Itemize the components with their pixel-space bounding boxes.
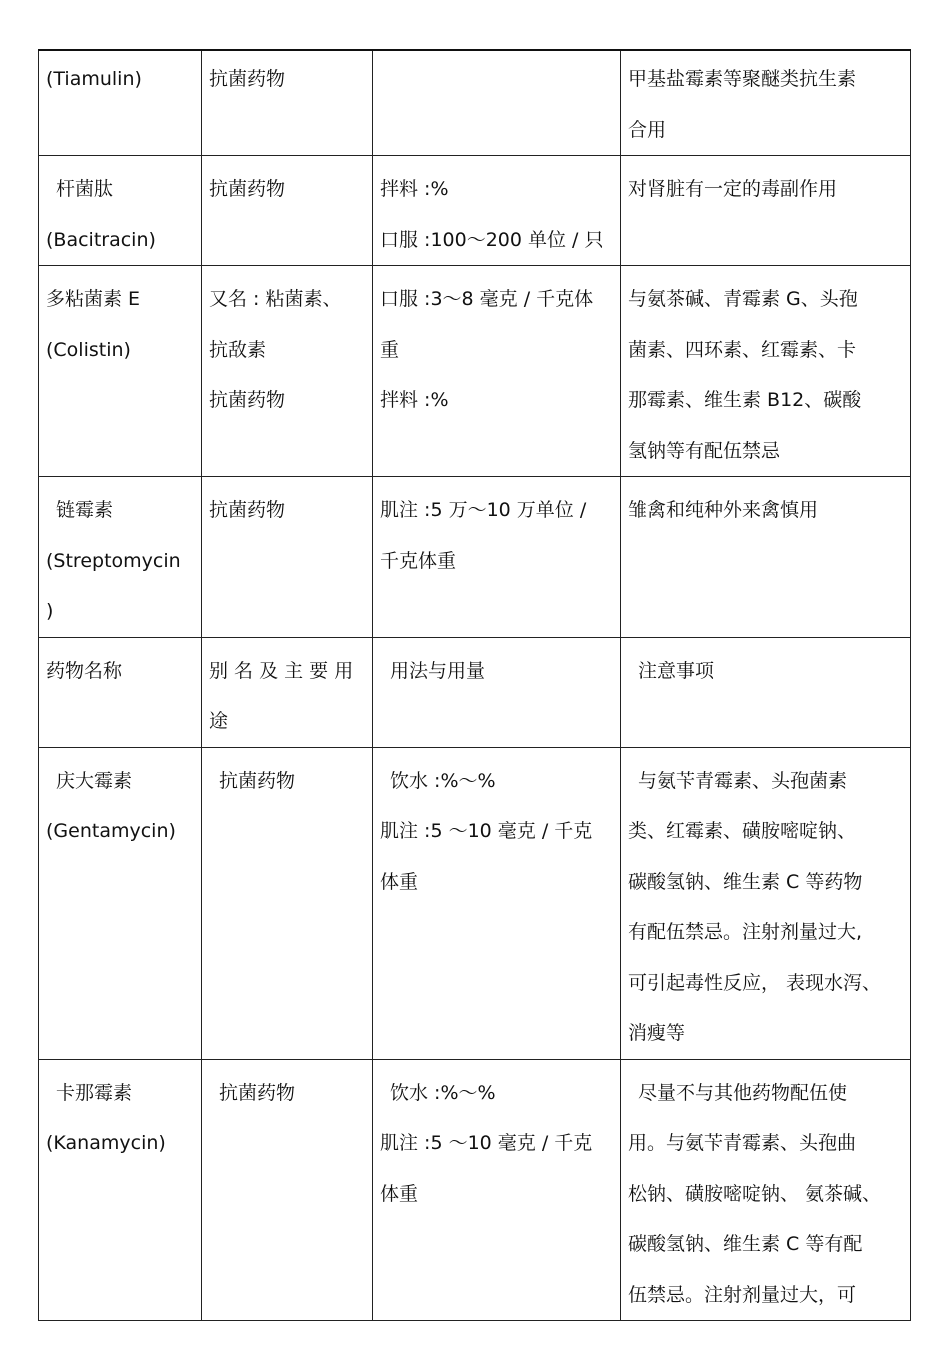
cell-text-line: 抗菌药物 <box>209 178 286 200</box>
cell-usage <box>373 477 621 638</box>
cell-text-line: 肌注 :5 万～10 万单位 / <box>380 499 587 521</box>
cell-usage <box>373 156 621 266</box>
cell-text-line: 卡那霉素 <box>56 1081 133 1104</box>
cell-text-line: 肌注 :5 ～10 毫克 / 千克 <box>380 1132 593 1154</box>
cell-text-line: 伍禁忌。注射剂量过大，可 <box>628 1283 857 1306</box>
cell-text-line: 雏禽和纯种外来禽慎用 <box>628 499 819 521</box>
cell-text-line: 抗菌药物 <box>209 68 286 90</box>
cell-usage <box>373 637 621 747</box>
cell-notes <box>621 50 911 156</box>
cell-name <box>39 637 202 747</box>
cell-text-line: 菌素、四环素、红霉素、卡 <box>628 338 857 361</box>
cell-text-line: 对肾脏有一定的毒副作用 <box>628 178 838 200</box>
table-row <box>39 1059 911 1321</box>
table-row <box>39 747 911 1059</box>
cell-name <box>39 156 202 266</box>
cell-usage <box>373 266 621 477</box>
cell-text-line: 口服 :3～8 毫克 / 千克体 <box>380 288 594 310</box>
cell-text-line: 拌料 :% <box>380 389 449 411</box>
table-body <box>39 50 911 1321</box>
cell-text-line: 饮水 :%～% <box>390 1081 496 1104</box>
cell-text-line: 氢钠等有配伍禁忌 <box>628 439 781 462</box>
cell-alias <box>202 266 373 477</box>
cell-text-line: 与氨茶碱、青霉素 G、头孢 <box>628 288 858 310</box>
cell-notes <box>621 637 911 747</box>
cell-name <box>39 1059 202 1321</box>
cell-text-line: 抗敌素 <box>209 338 267 361</box>
cell-text-line: (Colistin) <box>46 338 131 361</box>
cell-text-line: 饮水 :%～% <box>390 769 496 792</box>
cell-name <box>39 747 202 1059</box>
cell-text-line: 那霉素、维生素 B12、碳酸 <box>628 389 862 411</box>
cell-usage <box>373 50 621 156</box>
cell-text-line: 药物名称 <box>46 659 123 682</box>
cell-text-line: (Bacitracin) <box>46 228 156 251</box>
cell-text-line: 肌注 :5 ～10 毫克 / 千克 <box>380 820 593 842</box>
cell-text-line: (Streptomycin <box>46 549 181 572</box>
cell-text-line: 可引起毒性反应， 表现水泻、 <box>628 971 882 994</box>
cell-text-line: (Gentamycin) <box>46 820 176 842</box>
cell-notes <box>621 266 911 477</box>
cell-text-line: 千克体重 <box>380 549 457 572</box>
cell-text-line: 松钠、磺胺嘧啶钠、 氨茶碱、 <box>628 1182 882 1205</box>
cell-text-line: 甲基盐霉素等聚醚类抗生素 <box>628 68 857 90</box>
cell-text-line: 消瘦等 <box>628 1022 686 1044</box>
cell-usage <box>373 1059 621 1321</box>
cell-text-line: 又名 : 粘菌素、 <box>209 288 342 310</box>
table-row <box>39 266 911 477</box>
cell-text-line: 链霉素 <box>56 499 114 521</box>
cell-notes <box>621 747 911 1059</box>
drug-table <box>38 49 911 1321</box>
cell-text-line: 有配伍禁忌。注射剂量过大, <box>628 921 863 943</box>
cell-text-line: 抗菌药物 <box>209 499 286 521</box>
cell-text-line: 拌料 :% <box>380 178 449 200</box>
cell-text-line: (Tiamulin) <box>46 68 142 90</box>
cell-alias <box>202 50 373 156</box>
cell-alias <box>202 1059 373 1321</box>
cell-text-line: 注意事项 <box>638 659 715 682</box>
cell-name <box>39 266 202 477</box>
cell-text-line: 别 名 及 主 要 用 <box>209 659 354 682</box>
cell-alias <box>202 477 373 638</box>
table-row <box>39 637 911 747</box>
cell-text-line: 重 <box>380 338 400 361</box>
cell-notes <box>621 477 911 638</box>
cell-text-line: 抗菌药物 <box>209 389 286 411</box>
cell-alias <box>202 747 373 1059</box>
cell-text-line: 类、红霉素、磺胺嘧啶钠、 <box>628 820 857 842</box>
cell-text-line: 合用 <box>628 118 667 141</box>
cell-alias <box>202 156 373 266</box>
table-row <box>39 477 911 638</box>
table-row <box>39 156 911 266</box>
cell-text-line: 用法与用量 <box>390 659 486 682</box>
cell-notes <box>621 1059 911 1321</box>
cell-text-line: 用。与氨苄青霉素、头孢曲 <box>628 1132 857 1154</box>
table-row <box>39 50 911 156</box>
cell-text-line: 尽量不与其他药物配伍使 <box>638 1081 848 1104</box>
cell-usage <box>373 747 621 1059</box>
cell-alias <box>202 637 373 747</box>
cell-text-line: 多粘菌素 E <box>46 288 141 310</box>
cell-text-line: (Kanamycin) <box>46 1132 166 1154</box>
cell-text-line: 碳酸氢钠、维生素 C 等有配 <box>628 1233 863 1255</box>
cell-text-line: 碳酸氢钠、维生素 C 等药物 <box>628 870 863 893</box>
cell-text-line: 抗菌药物 <box>219 1081 296 1104</box>
cell-text-line: ) <box>46 600 54 622</box>
cell-notes <box>621 156 911 266</box>
cell-text-line: 杆菌肽 <box>56 178 114 200</box>
cell-name <box>39 50 202 156</box>
cell-text-line: 途 <box>209 710 229 732</box>
cell-text-line: 抗菌药物 <box>219 769 296 792</box>
cell-text-line: 体重 <box>380 870 419 893</box>
cell-name <box>39 477 202 638</box>
cell-text-line: 口服 :100～200 单位 / 只 <box>380 228 604 251</box>
cell-text-line: 与氨苄青霉素、头孢菌素 <box>638 769 848 792</box>
cell-text-line: 庆大霉素 <box>56 769 133 792</box>
cell-text-line: 体重 <box>380 1182 419 1205</box>
